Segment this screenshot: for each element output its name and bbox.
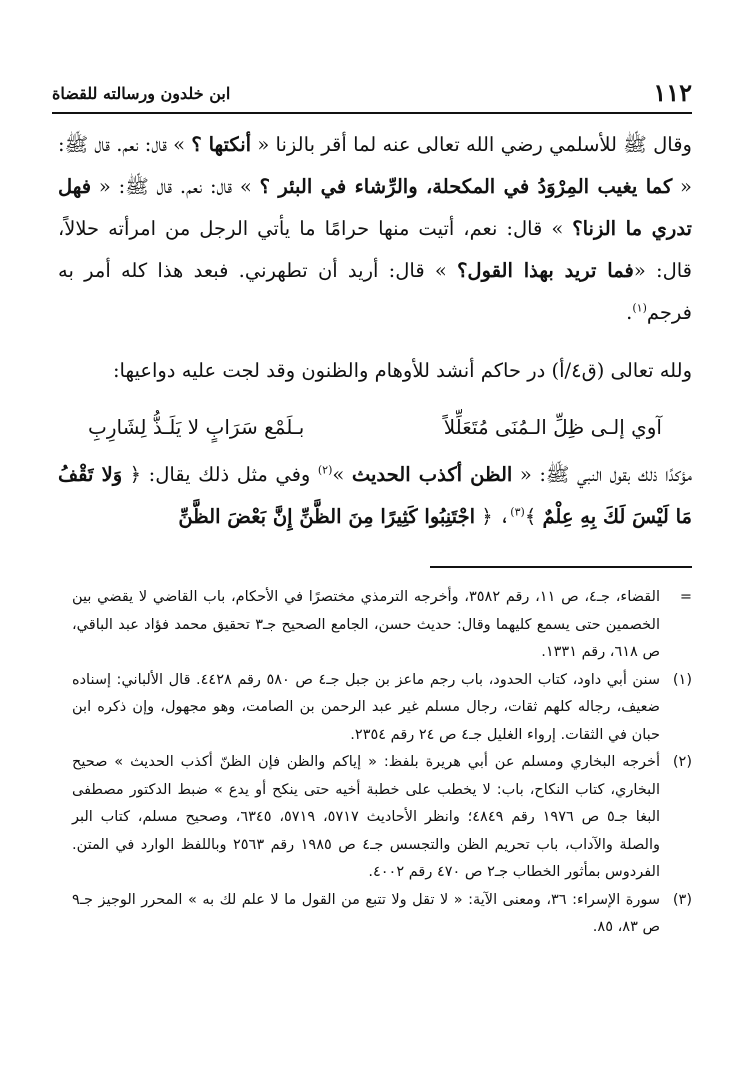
paragraph-quran bbox=[58, 454, 692, 538]
text-segment: » قال: نعم. قال ﷺ: « bbox=[58, 133, 692, 198]
footnote-number: (٢) bbox=[672, 754, 692, 770]
paragraph-verse-intro: ولله تعالى (ق٤/أ) در حاكم أنشد للأوهام والظنون وقد لجت عليه دواعيها: bbox=[112, 359, 692, 382]
quote-bold: الظن أكذب الحديث bbox=[351, 463, 513, 486]
footnote-text: القضاء، جـ٤، ص ١١، رقم ٣٥٨٢، وأخرجه الترمذي مختصرًا في الأحكام، باب القاضي لا يقضي بين الخصمين حتى يسمع كليهما وقال: حديث حسن، الجامع الصحيح جـ٣ تحقيق محمد فؤاد عبد الباقي، ص ٦١٨، رقم ١٣٣١. bbox=[72, 589, 660, 660]
text-segment: وفي مثل ذلك يقال: ﴿ bbox=[122, 463, 318, 486]
paragraph-hadith bbox=[58, 124, 692, 334]
main-text bbox=[58, 124, 692, 538]
quote-bold: أنكتها ؟ bbox=[191, 133, 252, 156]
footnote-text: أخرجه البخاري ومسلم عن أبي هريرة بلفظ: « إياكم والظن فإن الظنّ أكذب الحديث » صحيح البخاري، كتاب النكاح، باب: لا يخطب على خطبة أخيه حتى ينكح أو يدع » ضبط الدكتور مصطفى البغا جـ٥ ص ١٩٧٦ رقم ٤٨٤٩؛ وانظر الأحاديث ٥٧١٧، ٥٧١٩، ٦٣٤٥، وصحيح مسلم، كتاب البر والصلة والآداب، باب تحريم الظن والتجسس جـ٤ ص ١٩٨٥ رقم ٢٥٦٣ وباللفظ الوارد في المتن. الفردوس بمأثور الخطاب جـ٢ ص ٤٧٠ رقم ٤٠٠٢. bbox=[72, 754, 661, 880]
text-segment: وقال ﷺ للأسلمي رضي الله تعالى عنه لما أقر بالزنا « bbox=[251, 133, 692, 156]
text-segment: . bbox=[626, 301, 633, 324]
quran-verse: اجْتَنِبُوا كَثِيرًا مِنَ الظَّنِّ إِنَّ بَعْضَ الظَّنِّ bbox=[178, 505, 476, 528]
footnote-ref: (١) bbox=[632, 301, 647, 315]
page-header bbox=[52, 74, 692, 114]
text-segment: ﴾ bbox=[524, 505, 543, 528]
footnote-number: (٣) bbox=[672, 891, 692, 908]
poetry-verse bbox=[58, 406, 692, 448]
footnote-text: سنن أبي داود، كتاب الحدود، باب رجم ماعز بن جبل جـ٤ ص ٥٨٠ رقم ٤٤٢٨. قال الألباني: إسناده ضعيف، رجاله كلهم ثقات، رجال مسلم غير عبد الرحمن بن الصامت، وهو مجهول، وإن ذكره ابن حبان في الثقات. إرواء الغليل جـ٤ ص ٢٤ رقم ٢٣٥٤. bbox=[72, 671, 660, 743]
footnote-2 bbox=[72, 749, 692, 887]
text-segment: » قال: نعم، أتيت منها حرامًا ما يأتي الرجل من امرأته حلالاً، قال: « bbox=[58, 217, 692, 282]
quran-verse: وَلا تَقْفُ مَا لَيْسَ لَكَ بِهِ عِلْمٌ bbox=[58, 463, 692, 528]
footnote-3 bbox=[72, 887, 692, 942]
footnotes bbox=[72, 584, 692, 942]
footnote-ref: (٢) bbox=[317, 463, 333, 477]
footnote-continued bbox=[72, 584, 692, 667]
verse-first-hemistich: آوي إلـى ظِلِّ الـمُنَى مُتَعَلِّلاً bbox=[443, 415, 662, 439]
text-segment: ، ﴿ bbox=[475, 505, 511, 528]
running-title: ابن خلدون ورسالته للقضاة bbox=[52, 84, 231, 103]
text-segment: » قال: أريد أن تطهرني. فبعد هذا كله أمر به فرجم bbox=[58, 259, 692, 324]
quote-bold: كما يغيب المِرْوَدُ في المكحلة، والرِّشاء في البئر ؟ bbox=[259, 175, 673, 198]
quote-bold: فهل تدري ما الزنا؟ bbox=[58, 175, 692, 240]
quote-bold: فما تريد بهذا القول؟ bbox=[457, 259, 634, 282]
page-number: ١١٢ bbox=[653, 78, 692, 107]
footnote-text: سورة الإسراء: ٣٦، ومعنى الآية: « لا تقل ولا تتبع من القول ما لا علم لك به » المحرر الوجيز جـ٩ ص ٨٣، ٨٥. bbox=[72, 891, 660, 935]
footnote-number: = bbox=[679, 589, 692, 605]
footnote-number: (١) bbox=[672, 671, 692, 688]
verse-second-hemistich: بـلَمْع سَرَابٍ لا يَلَـذُّ لِشَارِبِ bbox=[88, 415, 305, 439]
footnote-1 bbox=[72, 667, 692, 750]
footnote-separator bbox=[430, 566, 692, 568]
footnote-ref: (٣) bbox=[510, 505, 525, 519]
text-segment: مؤكدًا ذلك بقول النبي ﷺ: « bbox=[512, 463, 692, 486]
text-segment: » bbox=[332, 463, 352, 486]
text-segment: » قال: نعم. قال ﷺ: « bbox=[91, 175, 260, 198]
